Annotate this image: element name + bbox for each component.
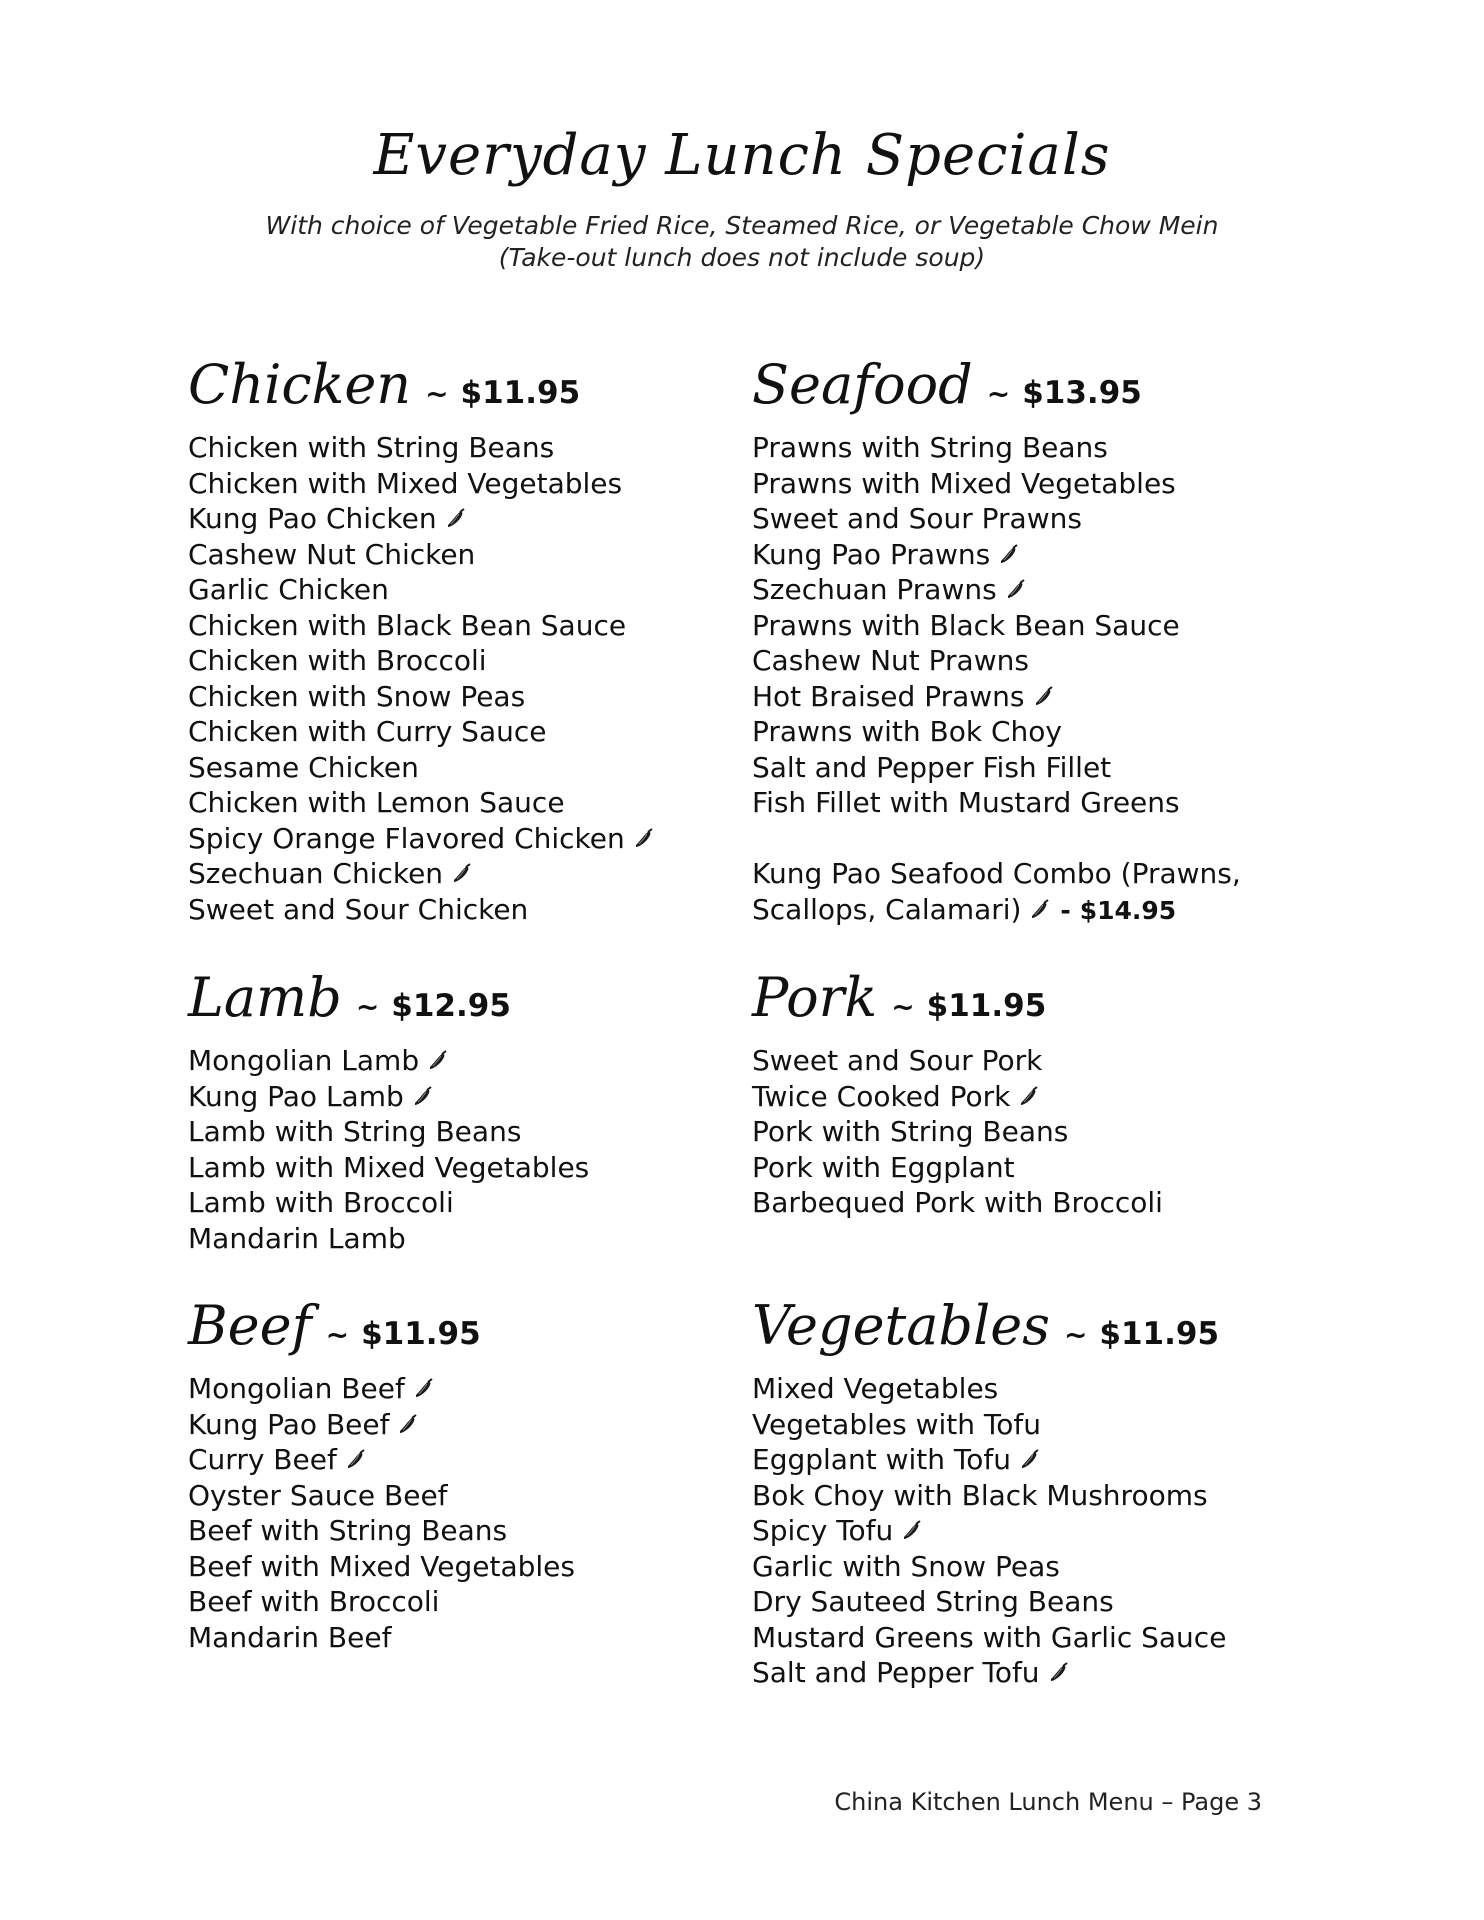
menu-item-label: Bok Choy with Black Mushrooms — [752, 1478, 1208, 1512]
menu-item — [752, 1079, 1163, 1115]
menu-item — [188, 1221, 589, 1257]
menu-item — [188, 1079, 589, 1115]
menu-item — [188, 785, 655, 821]
item-list — [752, 1043, 1163, 1221]
menu-item — [752, 643, 1241, 679]
menu-item-label: Eggplant with Tofu — [752, 1443, 1011, 1476]
chili-pepper-icon — [412, 1081, 434, 1103]
chili-pepper-icon — [901, 1515, 923, 1537]
menu-item-label: Sweet and Sour Pork — [752, 1044, 1043, 1077]
menu-item-label: Spicy Orange Flavored Chicken — [188, 821, 625, 855]
menu-item-label: Prawns with Bok Choy — [752, 715, 1062, 748]
menu-item-label: Curry Beef — [188, 1443, 337, 1476]
item-list — [752, 1371, 1226, 1691]
menu-item-label: Szechuan Chicken — [188, 857, 444, 890]
menu-item-label: Mandarin Lamb — [188, 1221, 406, 1255]
subtitle-rice-choice: With choice of Vegetable Fried Rice, Steamed Rice, or Vegetable Chow Mein — [265, 211, 1219, 240]
menu-item-label: Vegetables with Tofu — [752, 1407, 1041, 1441]
menu-item — [188, 892, 655, 928]
section-header — [752, 1291, 1226, 1361]
section-dash: ~ — [425, 377, 449, 410]
menu-item-label: Chicken with Curry Sauce — [188, 715, 547, 748]
menu-item-label: Mongolian Beef — [188, 1372, 405, 1405]
menu-item — [752, 1043, 1163, 1079]
menu-item — [188, 821, 655, 857]
menu-item — [752, 1584, 1226, 1620]
section-dash: ~ — [355, 990, 380, 1023]
menu-item — [188, 750, 655, 786]
menu-item — [188, 1620, 575, 1656]
section-price: $11.95 — [926, 988, 1047, 1024]
chili-pepper-icon — [445, 503, 467, 525]
menu-item-label: Pork with String Beans — [752, 1115, 1069, 1148]
menu-item — [752, 1513, 1226, 1549]
section-lamb — [188, 963, 589, 1256]
menu-item-label: Mandarin Beef — [188, 1620, 392, 1654]
menu-item — [188, 643, 655, 679]
menu-item — [188, 1185, 589, 1221]
menu-item — [752, 714, 1241, 750]
section-name: Lamb — [188, 966, 342, 1029]
menu-item-label: Chicken with Snow Peas — [188, 679, 526, 713]
section-price: $13.95 — [1022, 375, 1142, 411]
section-dash: ~ — [325, 1318, 350, 1351]
menu-item-label: Mixed Vegetables — [752, 1372, 999, 1405]
menu-item — [188, 1407, 575, 1443]
section-header — [188, 1291, 575, 1361]
combo-label: Scallops, Calamari) — [752, 892, 1022, 926]
menu-item — [188, 1114, 589, 1150]
chili-pepper-icon — [413, 1373, 435, 1395]
menu-item-label: Cashew Nut Prawns — [752, 644, 1029, 677]
section-name: Beef — [188, 1294, 312, 1357]
chili-pepper-icon — [1033, 681, 1055, 703]
chili-pepper-icon — [998, 539, 1020, 561]
chili-pepper-icon — [1019, 1444, 1041, 1466]
section-beef — [188, 1291, 575, 1655]
menu-item — [188, 1478, 575, 1514]
menu-item-label: Beef with String Beans — [188, 1514, 508, 1547]
menu-item — [752, 1655, 1226, 1691]
chili-pepper-icon — [1005, 574, 1027, 596]
menu-item-label: Mongolian Lamb — [188, 1044, 420, 1077]
section-price: $11.95 — [361, 1316, 481, 1352]
menu-item — [752, 608, 1241, 644]
menu-item — [752, 537, 1241, 573]
menu-item — [752, 1442, 1226, 1478]
menu-item — [188, 572, 655, 608]
page-footer: China Kitchen Lunch Menu – Page 3 — [834, 1788, 1262, 1816]
menu-item-label: Lamb with Broccoli — [188, 1186, 454, 1219]
section-price: $11.95 — [1099, 1316, 1220, 1352]
menu-item — [752, 679, 1241, 715]
section-dash: ~ — [891, 990, 915, 1023]
menu-item-label: Sweet and Sour Chicken — [188, 892, 529, 926]
menu-item — [752, 1185, 1163, 1221]
combo-line-1: Kung Pao Seafood Combo (Prawns, — [752, 857, 1241, 890]
menu-item-label: Kung Pao Lamb — [188, 1079, 404, 1113]
item-list — [188, 430, 655, 927]
menu-item — [188, 1584, 575, 1620]
item-list — [752, 430, 1241, 821]
section-header — [188, 963, 589, 1033]
item-list — [188, 1371, 575, 1655]
menu-item-label: Lamb with String Beans — [188, 1115, 522, 1148]
menu-item — [188, 608, 655, 644]
menu-item-label: Garlic with Snow Peas — [752, 1549, 1060, 1583]
menu-item — [188, 1150, 589, 1186]
combo-separator: - — [1060, 895, 1071, 925]
menu-item-label: Fish Fillet with Mustard Greens — [752, 786, 1180, 819]
menu-item — [188, 1513, 575, 1549]
combo-price: $14.95 — [1079, 895, 1177, 925]
section-header — [188, 350, 655, 420]
section-chicken — [188, 350, 655, 927]
item-list — [188, 1043, 589, 1256]
section-pork — [752, 963, 1163, 1221]
menu-item-label: Prawns with Mixed Vegetables — [752, 466, 1176, 500]
section-name: Chicken — [188, 353, 412, 416]
menu-item — [188, 501, 655, 537]
section-name: Seafood — [752, 353, 973, 416]
menu-item — [188, 537, 655, 573]
section-name: Pork — [752, 966, 878, 1029]
menu-item-label: Hot Braised Prawns — [752, 679, 1025, 713]
menu-item — [188, 1371, 575, 1407]
menu-item — [188, 856, 655, 892]
menu-item — [752, 1478, 1226, 1514]
menu-item — [752, 1407, 1226, 1443]
menu-item-label: Sesame Chicken — [188, 750, 419, 784]
menu-item-label: Cashew Nut Chicken — [188, 537, 476, 571]
section-seafood — [752, 350, 1241, 927]
menu-item-label: Salt and Pepper Tofu — [752, 1656, 1040, 1689]
menu-item-label: Twice Cooked Pork — [752, 1079, 1011, 1113]
section-dash: ~ — [1063, 1318, 1088, 1351]
menu-item — [188, 679, 655, 715]
menu-item-label: Sweet and Sour Prawns — [752, 502, 1082, 535]
menu-item-label: Barbequed Pork with Broccoli — [752, 1186, 1163, 1219]
spacer — [752, 821, 1241, 857]
menu-item — [752, 785, 1241, 821]
menu-item-label: Kung Pao Beef — [188, 1407, 390, 1441]
section-price: $11.95 — [460, 375, 581, 411]
menu-item — [752, 1114, 1163, 1150]
section-vegetables — [752, 1291, 1226, 1691]
section-name: Vegetables — [752, 1294, 1050, 1357]
menu-item-label: Salt and Pepper Fish Fillet — [752, 750, 1112, 784]
subtitle-takeout-note: (Take-out lunch does not include soup) — [498, 243, 986, 272]
chili-pepper-icon — [1018, 1081, 1040, 1103]
section-header — [752, 350, 1241, 420]
menu-item-label: Prawns with Black Bean Sauce — [752, 608, 1180, 642]
menu-item — [188, 430, 655, 466]
menu-item-label: Oyster Sauce Beef — [188, 1478, 448, 1512]
chili-pepper-icon — [1048, 1657, 1070, 1679]
menu-item-label: Mustard Greens with Garlic Sauce — [752, 1620, 1227, 1654]
menu-item — [752, 750, 1241, 786]
section-price: $12.95 — [391, 988, 511, 1024]
menu-item-label: Chicken with Mixed Vegetables — [188, 466, 623, 500]
menu-item — [752, 572, 1241, 608]
menu-item — [752, 1549, 1226, 1585]
chili-pepper-icon — [451, 858, 473, 880]
page-title: Everyday Lunch Specials — [373, 123, 1111, 188]
menu-item — [752, 1620, 1226, 1656]
menu-item-label: Chicken with Lemon Sauce — [188, 786, 565, 819]
menu-item-label: Kung Pao Chicken — [188, 502, 437, 535]
menu-item — [752, 430, 1241, 466]
menu-item — [752, 1150, 1163, 1186]
menu-item-label: Chicken with Black Bean Sauce — [188, 608, 627, 642]
menu-item-label: Szechuan Prawns — [752, 573, 997, 606]
menu-item — [188, 714, 655, 750]
menu-item-label: Prawns with String Beans — [752, 431, 1108, 464]
menu-item-label: Garlic Chicken — [188, 573, 389, 606]
menu-item — [752, 466, 1241, 502]
menu-item — [188, 466, 655, 502]
chili-pepper-icon — [397, 1409, 419, 1431]
menu-item-label: Chicken with Broccoli — [188, 644, 487, 677]
menu-item — [188, 1043, 589, 1079]
chili-pepper-icon — [633, 823, 655, 845]
section-dash: ~ — [986, 377, 1011, 410]
menu-item-label: Beef with Broccoli — [188, 1585, 440, 1618]
menu-item-label: Dry Sauteed String Beans — [752, 1585, 1114, 1618]
menu-item — [752, 1371, 1226, 1407]
chili-pepper-icon — [427, 1045, 449, 1067]
combo-line-2 — [752, 892, 1241, 928]
chili-pepper-icon — [345, 1444, 367, 1466]
menu-item-label: Beef with Mixed Vegetables — [188, 1549, 575, 1583]
chili-pepper-icon — [1029, 894, 1051, 916]
menu-item — [188, 1549, 575, 1585]
menu-item — [188, 1442, 575, 1478]
menu-item-label: Lamb with Mixed Vegetables — [188, 1150, 590, 1184]
menu-item-label: Pork with Eggplant — [752, 1150, 1015, 1184]
menu-item — [752, 501, 1241, 537]
menu-item-label: Kung Pao Prawns — [752, 537, 991, 571]
menu-item-label: Chicken with String Beans — [188, 431, 555, 464]
menu-item-label: Spicy Tofu — [752, 1514, 894, 1547]
section-header — [752, 963, 1163, 1033]
